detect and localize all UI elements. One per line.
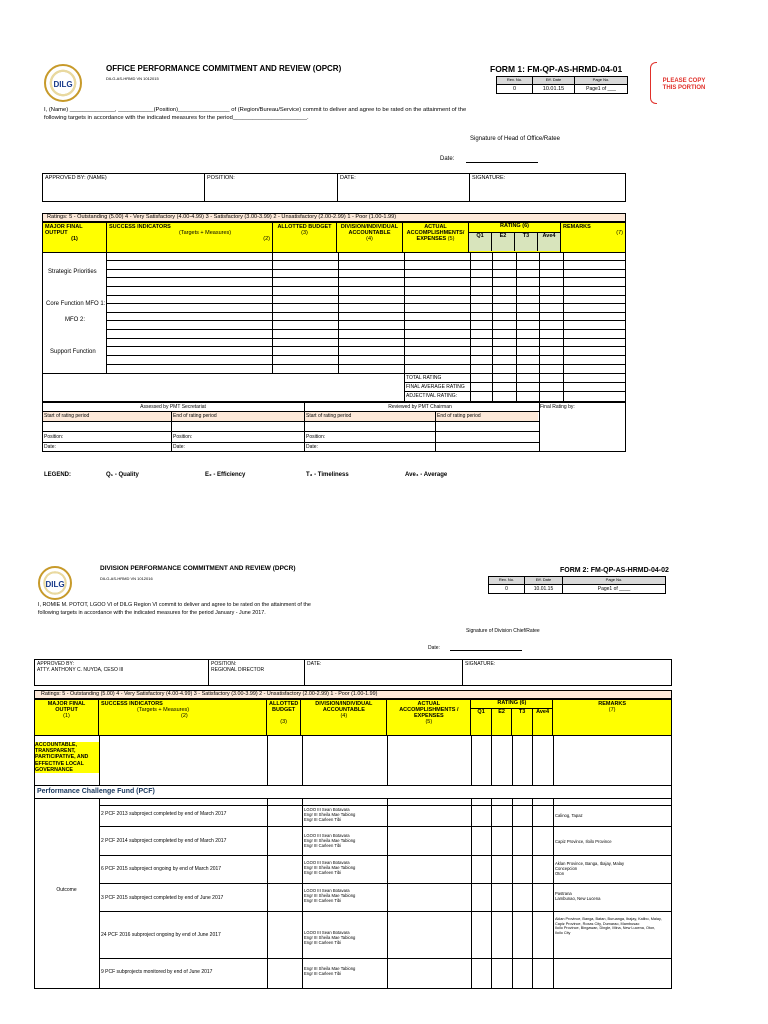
form2-rev-no-header: Rev. No.: [489, 577, 525, 585]
form2-approved-by: APPROVED BY: ATTY. ANTHONY C. NUYDA, CESO III: [35, 660, 209, 686]
form2-position: POSITION: REGIONAL DIRECTOR: [209, 660, 305, 686]
pcf-row-remarks: Pastrana Lambunao, New Lucena: [555, 891, 601, 901]
legend-average: Ave₄ - Average: [405, 472, 448, 478]
pcf-row-accountable: LGOO III Sean Botavara Engr III Sheila Mae Tabiong Engr III Carleen Tibi: [304, 888, 356, 903]
eff-date-value: 10.01.15: [533, 84, 575, 93]
form2-col-rating: RATING (6) Q1 E2 T3 Ave4: [471, 700, 553, 736]
form2-outcome-label: Outcome: [56, 887, 77, 893]
form1-date-a: Date:: [44, 444, 56, 450]
form2-col-accomplishments: ACTUAL ACCOMPLISHMENTS / EXPENSES (5): [387, 700, 471, 736]
form2-col-ave4: Ave4: [536, 709, 550, 715]
form1-date-b: Date:: [173, 444, 185, 450]
form2-revision-table: [488, 576, 666, 594]
pcf-row-remarks: Aklan Province, Banga, Ibajay, Malay Concepcion Oton: [555, 861, 625, 876]
form2-signature: SIGNATURE:: [463, 660, 672, 686]
form1-position-b: Position:: [173, 434, 193, 440]
form2-rev-no-value: 0: [489, 584, 525, 593]
form1-commitment-line2: following targets in accordance with the indicated measures for the period_______________________.: [44, 115, 309, 121]
form2-col-e2: E2: [492, 709, 513, 735]
pcf-row-accountable: LGOO III Sean Botavara Engr III Sheila Mae Tabiong Engr III Carleen Tibi: [304, 930, 356, 945]
form1-date: DATE:: [338, 174, 470, 202]
form1-final-rating: Final Rating by:: [540, 404, 575, 410]
copy-note: PLEASE COPY THIS PORTION: [662, 78, 706, 91]
form2-col-budget: ALLOTTED BUDGET (3): [267, 700, 301, 736]
form1-position-c: Position:: [306, 434, 326, 440]
form1-col-e2: E2: [492, 233, 515, 251]
form1-final-average: FINAL AVERAGE RATING: [406, 384, 465, 390]
form2-main-table: [34, 699, 672, 736]
form1-col-mfo: MAJOR FINAL OUTPUT (1): [43, 223, 107, 253]
form1-col-division: DIVISION/INDIVIDUAL ACCOUNTABLE (4): [337, 223, 403, 253]
pcf-row-indicator: 3 PCF 2015 subproject completed by end of June 2017: [101, 895, 224, 901]
form1-signature-label: Signature of Head of Office/Ratee: [470, 136, 560, 142]
form2-pcf-header: Performance Challenge Fund (PCF): [34, 786, 672, 799]
form1-col-ave4: Ave4: [538, 233, 560, 251]
form2-approval-table: [34, 659, 672, 686]
form1-col-rating: RATING (6) Q1 E2 T3 Ave4: [469, 223, 561, 253]
form1-signature: SIGNATURE:: [470, 174, 626, 202]
rev-no-value: 0: [497, 84, 533, 93]
form2-col-mfo: MAJOR FINAL OUTPUT (1): [35, 700, 99, 736]
form2-col-t3: T3: [512, 709, 533, 735]
form2-commitment-line1: I, ROMIE M. POTOT, LGOO VI of DILG Region VI commit to deliver and agree to be rated on the attainment of the: [38, 602, 311, 608]
form1-date-label: Date:: [440, 156, 455, 162]
dilg-seal-icon-2: [38, 566, 72, 600]
pcf-row-accountable: LGOO III Sean Botavara Engr III Sheila Mae Tabiong Engr III Carleen Tibi: [304, 833, 356, 848]
pcf-row-indicator: 9 PCF subprojects monitored by end of June 2017: [101, 969, 213, 975]
row-support-function: Support Function: [50, 349, 96, 355]
eff-date-header: Eff. Date: [533, 77, 575, 85]
form1-commitment-line1: I, (Name) ______________, ___________(Position)________________ of (Region/Bureau/Service) commit to deliver and agree to be rated on the attainment of the: [44, 107, 467, 113]
form1-date-c: Date:: [306, 444, 318, 450]
pcf-row-indicator: 24 PCF 2016 subproject ongoing by end of June 2017: [101, 932, 221, 938]
form2-commitment-line2: following targets in accordance with the indicated measures for the period January - June 2017.: [38, 610, 266, 616]
form2-col-success-indicators: SUCCESS INDICATORS (Targets + Measures) (2): [99, 700, 267, 736]
page-no-value: Page1 of ___: [575, 84, 628, 93]
pcf-row-indicator: 6 PCF 2015 subproject ongoing by end of March 2017: [101, 866, 222, 872]
form2-col-remarks: REMARKS (7): [553, 700, 672, 736]
form1-adjectival-rating: ADJECTIVAL RATING:: [406, 393, 458, 399]
form1-main-table: [42, 222, 626, 253]
form1-col-q1: Q1: [469, 233, 492, 251]
pcf-row-remarks: Capiz Province, Iloilo Province: [555, 839, 612, 844]
form1-start-period-b: Start of rating period: [306, 413, 352, 419]
pcf-row-indicator: 2 PCF 2014 subproject completed by end of March 2017: [101, 838, 227, 844]
form1-end-period-b: End of rating period: [437, 413, 481, 419]
form2-goal: ACCOUNTABLE, TRANSPARENT, PARTICIPATIVE, AND EFFECTIVE LOCAL GOVERNANCE: [35, 742, 99, 773]
form2-eff-date-value: 10.01.15: [525, 584, 563, 593]
form2-ratings-legend: Ratings: 5 - Outstanding (5.00) 4 - Very Satisfactory (4.00-4.99) 3 - Satisfactory (3.00-3.99) 2 - Unsatisfactory (2.00-2.99) 1 - Poor (1.00-1.99): [34, 690, 672, 699]
row-mfo2: MFO 2:: [65, 317, 86, 323]
form2-eff-date-header: Eff. Date: [525, 577, 563, 585]
form2-col-q1: Q1: [471, 709, 492, 735]
form1-col-accomplishments: ACTUAL ACCOMPLISHMENTS/ EXPENSES (5): [403, 223, 469, 253]
form1-position-a: Position:: [44, 434, 64, 440]
form2-subtitle: DILG-AS-HRMD VN 1012016: [100, 576, 153, 581]
form2-code: FORM 2: FM-QP-AS-HRMD-04-02: [560, 567, 669, 574]
form1-col-success-indicators: SUCCESS INDICATORS (Targets + Measures) (2): [107, 223, 273, 253]
pcf-row-accountable: LGOO III Sean Botavara Engr III Sheila Mae Tabiong Engr III Carleen Tibi: [304, 807, 356, 822]
legend-label: LEGEND:: [44, 472, 71, 478]
form1-position: POSITION:: [205, 174, 338, 202]
legend-quality: Q₁ - Quality: [106, 472, 139, 478]
form2-page-no-value: Page1 of ____: [563, 584, 666, 593]
copy-brace-icon: [650, 62, 657, 104]
pcf-row-accountable: Engr III Sheila Mae Tabiong Engr III Carleen Tibi: [304, 966, 356, 976]
row-strategic-priorities: Strategic Priorities: [48, 269, 97, 275]
form2-goal-row: [34, 736, 672, 786]
form2-title: DIVISION PERFORMANCE COMMITMENT AND REVIEW (DPCR): [100, 565, 296, 572]
form1-subtitle: DILG-AS-HRMD VN 1012015: [106, 76, 159, 81]
form1-title: OFFICE PERFORMANCE COMMITMENT AND REVIEW (OPCR): [106, 64, 342, 73]
form1-revision-table: [496, 76, 628, 94]
pcf-row-accountable: LGOO III Sean Botavara Engr III Sheila Mae Tabiong Engr III Carleen Tibi: [304, 860, 356, 875]
form2-date-line: [450, 650, 522, 651]
form2-date: DATE:: [305, 660, 463, 686]
form1-approved-by: APPROVED BY: (NAME): [43, 174, 205, 202]
form1-assessed-by: Assessed by PMT Secretariat: [140, 404, 206, 410]
row-core-function: Core Function MFO 1:: [46, 301, 106, 307]
form2-date-label: Date:: [428, 645, 440, 651]
form1-date-line: [466, 162, 538, 163]
form2-page-no-header: Page No.: [563, 577, 666, 585]
form1-reviewed-by: Reviewed by PMT Chairman: [388, 404, 452, 410]
page-no-header: Page No.: [575, 77, 628, 85]
form1-start-period-a: Start of rating period: [44, 413, 90, 419]
form1-col-t3: T3: [515, 233, 538, 251]
form2-signature-label: Signature of Division Chief/Ratee: [466, 628, 540, 634]
form1-col-budget: ALLOTTED BUDGET (3): [273, 223, 337, 253]
legend-timeliness: T₃ - Timeliness: [306, 472, 349, 478]
dilg-seal-icon: [44, 64, 82, 102]
form1-ratings-legend: Ratings: 5 - Outstanding (5.00) 4 - Very Satisfactory (4.00-4.99) 3 - Satisfactory (3.00-3.99) 2 - Unsatisfactory (2.00-2.99) 1 - Poor (1.00-1.99): [42, 213, 626, 222]
pcf-row-remarks: Aklan Province, Banga, Batan, Buruanga, Ibajay, Kalibo, Malay, Capiz Province, Roxas City, Dumarao, Mambusao Iloilo Province, Bingawan, Dingle, Mina, New Lucena, Oton, Iloilo City: [555, 917, 662, 935]
legend-efficiency: E₂ - Efficiency: [205, 472, 246, 478]
form1-end-period-a: End of rating period: [173, 413, 217, 419]
pcf-row-remarks: Calinog, Tapaz: [555, 813, 583, 818]
form1-total-rating: TOTAL RATING: [406, 375, 442, 381]
form2-col-division: DIVISION/INDIVIDUAL ACCOUNTABLE (4): [301, 700, 387, 736]
form1-code: FORM 1: FM-QP-AS-HRMD-04-01: [490, 64, 623, 74]
form1-approval-table: [42, 173, 626, 202]
pcf-row-indicator: 2 PCF 2013 subproject completed by end of March 2017: [101, 811, 227, 817]
rev-no-header: Rev. No.: [497, 77, 533, 85]
form1-col-remarks: REMARKS (7): [561, 223, 626, 253]
